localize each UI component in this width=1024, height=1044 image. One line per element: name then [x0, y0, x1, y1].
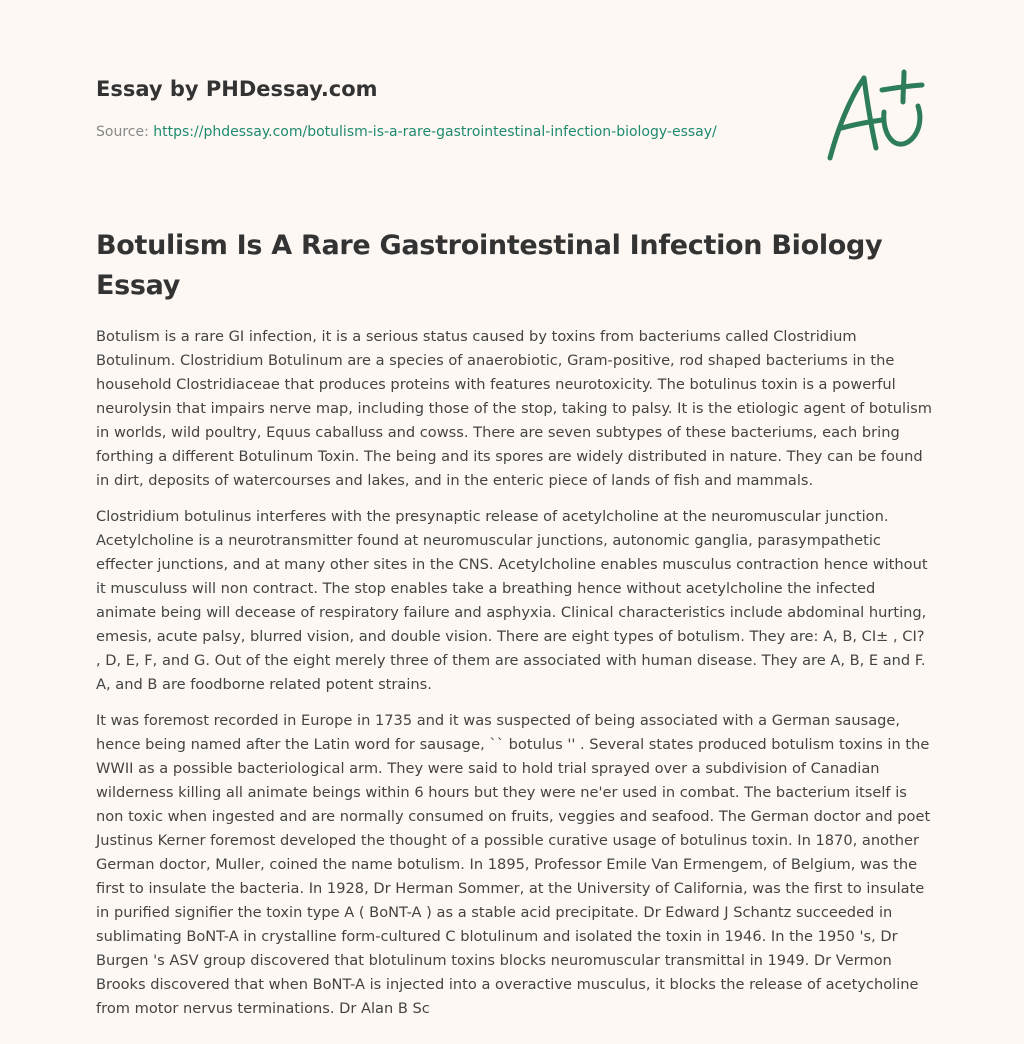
source-line — [96, 124, 717, 140]
essay-body — [96, 325, 932, 1033]
source-link[interactable]: https://phdessay.com/botulism-is-a-rare-gastrointestinal-infection-biology-essay/ — [153, 124, 717, 140]
essay-paragraph: Botulism is a rare GI infection, it is a serious status caused by toxins from bacteriums called Clostridium Botulinum. Clostridium Botulinum are a species of anaerobiotic, Gram-positive, rod shaped bacteriums in the household Clostridiaceae that produces proteins with features neurotoxicity. The botulinus toxin is a powerful neurolysin that impairs nerve map, including those of the stop, taking to palsy. It is the etiologic agent of botulism in worlds, wild poultry, Equus caballuss and cowss. There are seven subtypes of these bacteriums, each bring forthing a different Botulinum Toxin. The being and its spores are widely distributed in nature. They can be found in dirt, deposits of watercourses and lakes, and in the enteric piece of lands of fish and mammals. — [96, 328, 932, 489]
essay-paragraph: Clostridium botulinus interferes with the presynaptic release of acetylcholine at the neuromuscular junction. Acetylcholine is a neurotransmitter found at neuromuscular junctions, autonomic ganglia, parasympathetic effecter junctions, and at many other sites in the CNS. Acetylcholine enables musculus contraction hence without it musculuss will non contract. The stop enables take a breathing hence without acetylcholine the infected animate being will decease of respiratory failure and asphyxia. Clinical characteristics include abdominal hurting, emesis, acute palsy, blurred vision, and double vision. There are eight types of botulism. They are: A, B, CI± , CI? , D, E, F, and G. Out of the eight merely three of them are associated with human disease. They are A, B, E and F. A, and B are foodborne related potent strains. — [96, 508, 928, 693]
essay-title: Botulism Is A Rare Gastrointestinal Infection Biology Essay — [96, 230, 883, 301]
source-label: Source: — [96, 124, 149, 140]
a-plus-logo-icon — [820, 68, 930, 164]
essay-paragraph: It was foremost recorded in Europe in 1735 and it was suspected of being associated with a German sausage, hence being named after the Latin word for sausage, `` botulus '' . Several states produced botulism toxins in the WWII as a possible bacteriological arm. They were said to hold trial sprayed over a subdivision of Canadian wilderness killing all animate beings within 6 hours but they were ne'er used in combat. The bacterium itself is non toxic when ingested and are normally consumed on fruits, veggies and seafood. The German doctor and poet Justinus Kerner foremost developed the thought of a possible curative usage of botulinus toxin. In 1870, another German doctor, Muller, coined the name botulism. In 1895, Professor Emile Van Ermengem, of Belgium, was the first to insulate the bacteria. In 1928, Dr Herman Sommer, at the University of California, was the first to insulate in purified signifier the toxin type A ( BoNT-A ) as a stable acid precipitate. Dr Edward J Schantz succeeded in sublimating BoNT-A in crystalline form-cultured C blotulinum and isolated the toxin in 1946. In the 1950 's, Dr Burgen 's ASV group discovered that blotulinum toxins blocks neuromuscular transmittal in 1949. Dr Vermon Brooks discovered that when BoNT-A is injected into a overactive musculus, it blocks the release of acetycholine from motor nervus terminations. Dr Alan B Sc — [96, 712, 931, 1017]
site-title: Essay by PHDessay.com — [96, 77, 378, 101]
